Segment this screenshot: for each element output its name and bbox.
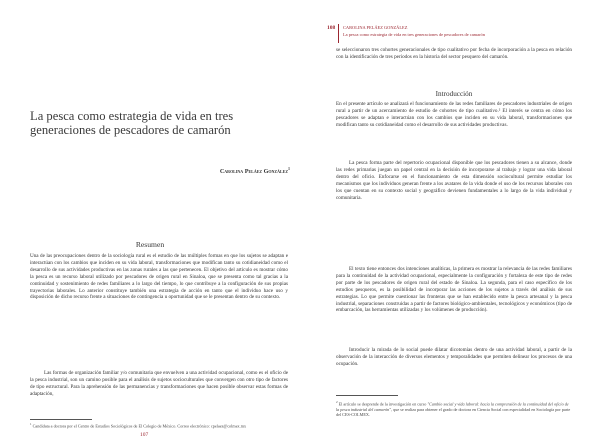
author-name [60,166,290,175]
footnote-1-mark: 1 [30,422,32,426]
abstract-paragraph-1: Una de las preocupaciones dentro de la sociología rural es el estudio de las múltiples formas en que los sujetos se adaptan e interactúan con los cambios que inciden en su vida laboral, transformaciones que modifican tanto su cotidianeidad como el desarrollo de sus actividades productivas en las zonas rurales a las que pertenecen. El objetivo del artículo es mostrar cómo la pesca es un recurso laboral utilizado por pescadores de origen rural en Sinaloa, que se presenta como tal gracias a la continuidad y sostenimiento de redes familiares a lo largo del tiempo, lo que contribuye a la configuración de sus propias trayectorias laborales. Lo anterior constituye también una estrategia de acción en tanto que el individuo hace uso y disposición de dicho recurso frente a situaciones de contingencia u oportunidad que se le presentan dentro de su contexto. [30,253,288,301]
footnote-2-lead: El artículo se desprende de la investigación en curso [338,401,427,407]
resumen-heading: Resumen [135,240,165,249]
author-note-mark: 1 [288,166,290,171]
page-number-left: 107 [140,432,149,438]
header-page-number: 108 [327,25,336,31]
abstract-paragraph-2: Las formas de organización familiar y/o comunitaria que envuelven a una actividad ocupacional, como es el oficio de la pesca industrial, son un camino posible para el análisis de sujetos socioculturales que convergen con otro tipo de factores de tipo estructural. Para la aprehensión de las permanencias y transformaciones que hacen posible observar estas formas de adaptación, [30,370,288,397]
footnote-divider-right [336,395,398,396]
body-paragraph-0: se seleccionaron tres cohortes generacionales de tipo cualitativo por fecha de incorporación a la pesca en relación con la identificación de tres periodos en la historia del sector pesquero del camarón. [336,47,572,60]
running-header-title: La pesca como estrategia de vida en tres generaciones de pescadores de camarón [343,32,485,37]
footnote-1-text: Candidata a doctora por el Centro de Estudios Sociológicos de El Colegio de México. Correo electrónico: cpelaez@colmex.mx [32,423,247,429]
footnote-2-italic: "Cambio social y vida laboral: hacia la comprensión de la continuidad del oficio de la pesca industrial del camarón" [336,401,569,412]
running-header-author: CAROLINA PELÁEZ GONZÁLEZ [343,25,408,30]
right-page [300,0,600,440]
body-paragraph-4: Introducir la mirada de lo social puede dilatar dicotomías dentro de una actividad laboral, a partir de la observación de la interacción de diversos elementos y temporalidades que permiten delinear los procesos de una ocupación. [336,347,572,367]
introduccion-heading: Introducción [435,90,473,98]
footnote-2-tail: , que se realiza para obtener el grado de doctora en Ciencia Social con especialidad en Sociología por parte del CES-COLMEX. [336,406,571,417]
footnote-2 [336,400,572,417]
author-label: Carolina Peláez González [219,168,288,176]
body-paragraph-1: En el presente artículo se analizará el funcionamiento de las redes familiares de pescadores industriales de origen rural a partir de un acercamiento de estudio de cohortes de tipo cualitativo.² El interés se centra en cómo los pescadores se adaptan e interactúan con los cambios que inciden en su vida laboral, transformaciones que modifican tanto su cotidianeidad como el desarrollo de sus actividades productivas. [336,101,572,128]
footnote-2-mark: 2 [336,400,338,404]
article-title: La pesca como estrategia de vida en tres generaciones de pescadores de camarón [30,109,234,137]
footnote-1 [30,422,288,429]
body-paragraph-3: El texto tiene entonces dos intenciones analíticas, la primera es mostrar la relevancia de las redes familiares para la continuidad de la actividad ocupacional, especialmente la configuración y fortaleza de este tipo de redes por parte de los pescadores de origen rural del estado de Sinaloa. La segunda, para el caso específico de los estudios pesqueros, es la posibilidad de incorporar las acciones de los sujetos a través del análisis de sus estrategias. Lo que permite cuestionar las fronteras que se han establecido entre la pesca artesanal y la pesca industrial, separaciones construidas a partir de factores biológico-ambientales, tecnológicos y económicos (tipo de embarcación, las herramientas utilizadas y los volúmenes de producción). [336,266,572,314]
footnote-divider [30,419,92,420]
header-divider [338,24,339,43]
body-paragraph-2: La pesca forma parte del repertorio ocupacional disponible que los pescadores tienen a su alcance, donde las redes primarias juegan un papel central en la decisión de incorporarse al trabajo y lograr una vida laboral dentro del oficio. Enfocarse en el funcionamiento de esta dimensión sociocultural permite estudiar los mecanismos que los individuos generan frente a los avatares de la vida donde el uso de los recursos laborales con los que cuentan en su contexto social y geográfico devienen fundamentales a lo largo de la vida individual y comunitaria. [336,160,572,201]
